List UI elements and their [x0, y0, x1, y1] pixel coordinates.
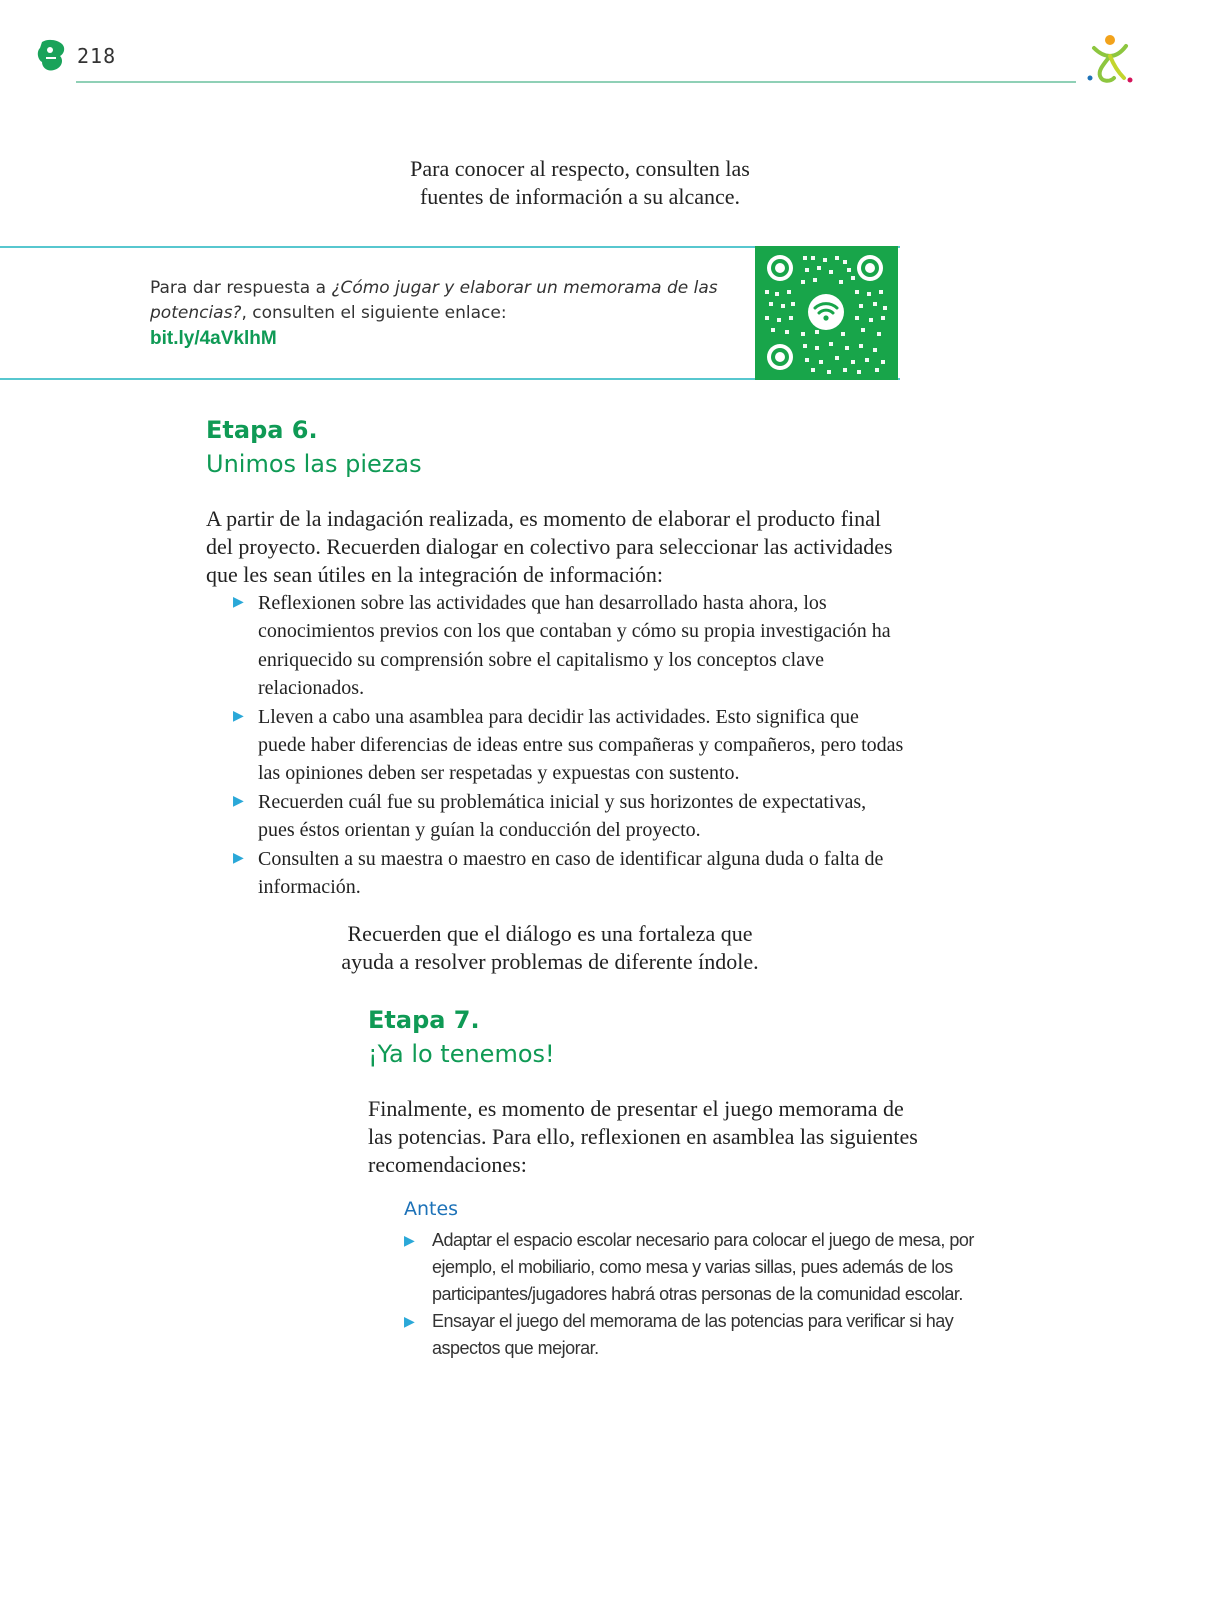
list-item-text: Consulten a su maestra o maestro en caso de identificar alguna duda o falta de información.: [258, 847, 884, 899]
list-item: [404, 1227, 984, 1308]
triangle-bullet-icon: ▶: [404, 1313, 415, 1329]
qr-code-icon: [755, 246, 898, 380]
list-item-text: Reflexionen sobre las actividades que han desarrollado hasta ahora, los conocimientos previos con los que contaban y cómo su propia investigación ha enriquecido su comprensión sobre el capitalismo y los conceptos clave relacionados.: [258, 592, 891, 700]
stage-6-number: Etapa 6.: [206, 416, 318, 444]
stage-6-note-line-2: ayuda a resolver problemas de diferente índole.: [341, 949, 759, 974]
antes-heading: Antes: [404, 1198, 459, 1220]
stage-7-number: Etapa 7.: [368, 1006, 480, 1034]
list-item: [404, 1308, 984, 1362]
list-item: [206, 845, 906, 902]
stage-6-title: Unimos las piezas: [206, 450, 422, 478]
qr-code-panel[interactable]: [755, 246, 898, 380]
triangle-bullet-icon: ▶: [233, 850, 244, 866]
link-text-prefix: Para dar respuesta a: [150, 278, 332, 298]
stage-7-paragraph: Finalmente, es momento de presentar el juego memorama de las potencias. Para ello, reflexionen en asamblea las siguientes recomendaciones:: [368, 1096, 918, 1177]
link-text-suffix: , consulten el siguiente enlace:: [241, 303, 507, 323]
link-text-italic: ¿Cómo jugar y elaborar un memorama de las potencias?: [150, 278, 718, 323]
page-number: 218: [77, 44, 117, 68]
stage-6-note: [250, 920, 850, 976]
triangle-bullet-icon: ▶: [404, 1232, 415, 1248]
stage-7-title: ¡Ya lo tenemos!: [368, 1040, 555, 1068]
stage-6-list: [206, 589, 906, 901]
stage-6-paragraph: A partir de la indagación realizada, es momento de elaborar el producto final del proyecto. Recuerden dialogar en colectivo para seleccionar las actividades que les sean útiles en la integración de información:: [206, 506, 893, 587]
intro-line-1: Para conocer al respecto, consulten las: [410, 156, 750, 181]
intro-text: [300, 155, 860, 211]
list-item-text: Recuerden cuál fue su problemática inicial y sus horizontes de expectativas, pues éstos orientan y guían la conducción del proyecto.: [258, 790, 867, 842]
list-item: [206, 589, 906, 703]
stage-6-note-line-1: Recuerden que el diálogo es una fortaleza que: [347, 921, 753, 946]
list-item: [206, 703, 906, 788]
green-leaf-figure-icon: [36, 38, 68, 72]
list-item-text: Lleven a cabo una asamblea para decidir las actividades. Esto significa que puede haber diferencias de ideas entre sus compañeras y compañeros, pero todas las opiniones deben ser respetadas y expuestas con sustento.: [258, 705, 904, 785]
list-item: [206, 788, 906, 845]
list-item-text: Ensayar el juego del memorama de las potencias para verificar si hay aspectos que mejorar.: [432, 1311, 954, 1358]
antes-list: [404, 1227, 984, 1362]
list-item-text: Adaptar el espacio escolar necesario para colocar el juego de mesa, por ejemplo, el mobiliario, como mesa y varias sillas, pues además de los participantes/jugadores habrá otras personas de la comunidad escolar.: [432, 1230, 974, 1304]
triangle-bullet-icon: ▶: [233, 595, 244, 610]
link-box-text: [150, 276, 730, 351]
triangle-bullet-icon: ▶: [233, 793, 244, 809]
header-rule: [76, 81, 1076, 83]
intro-line-2: fuentes de información a su alcance.: [419, 184, 741, 209]
resource-link[interactable]: bit.ly/4aVklhM: [150, 328, 277, 349]
triangle-bullet-icon: ▶: [233, 708, 244, 724]
colorful-figure-logo: [1080, 32, 1136, 88]
